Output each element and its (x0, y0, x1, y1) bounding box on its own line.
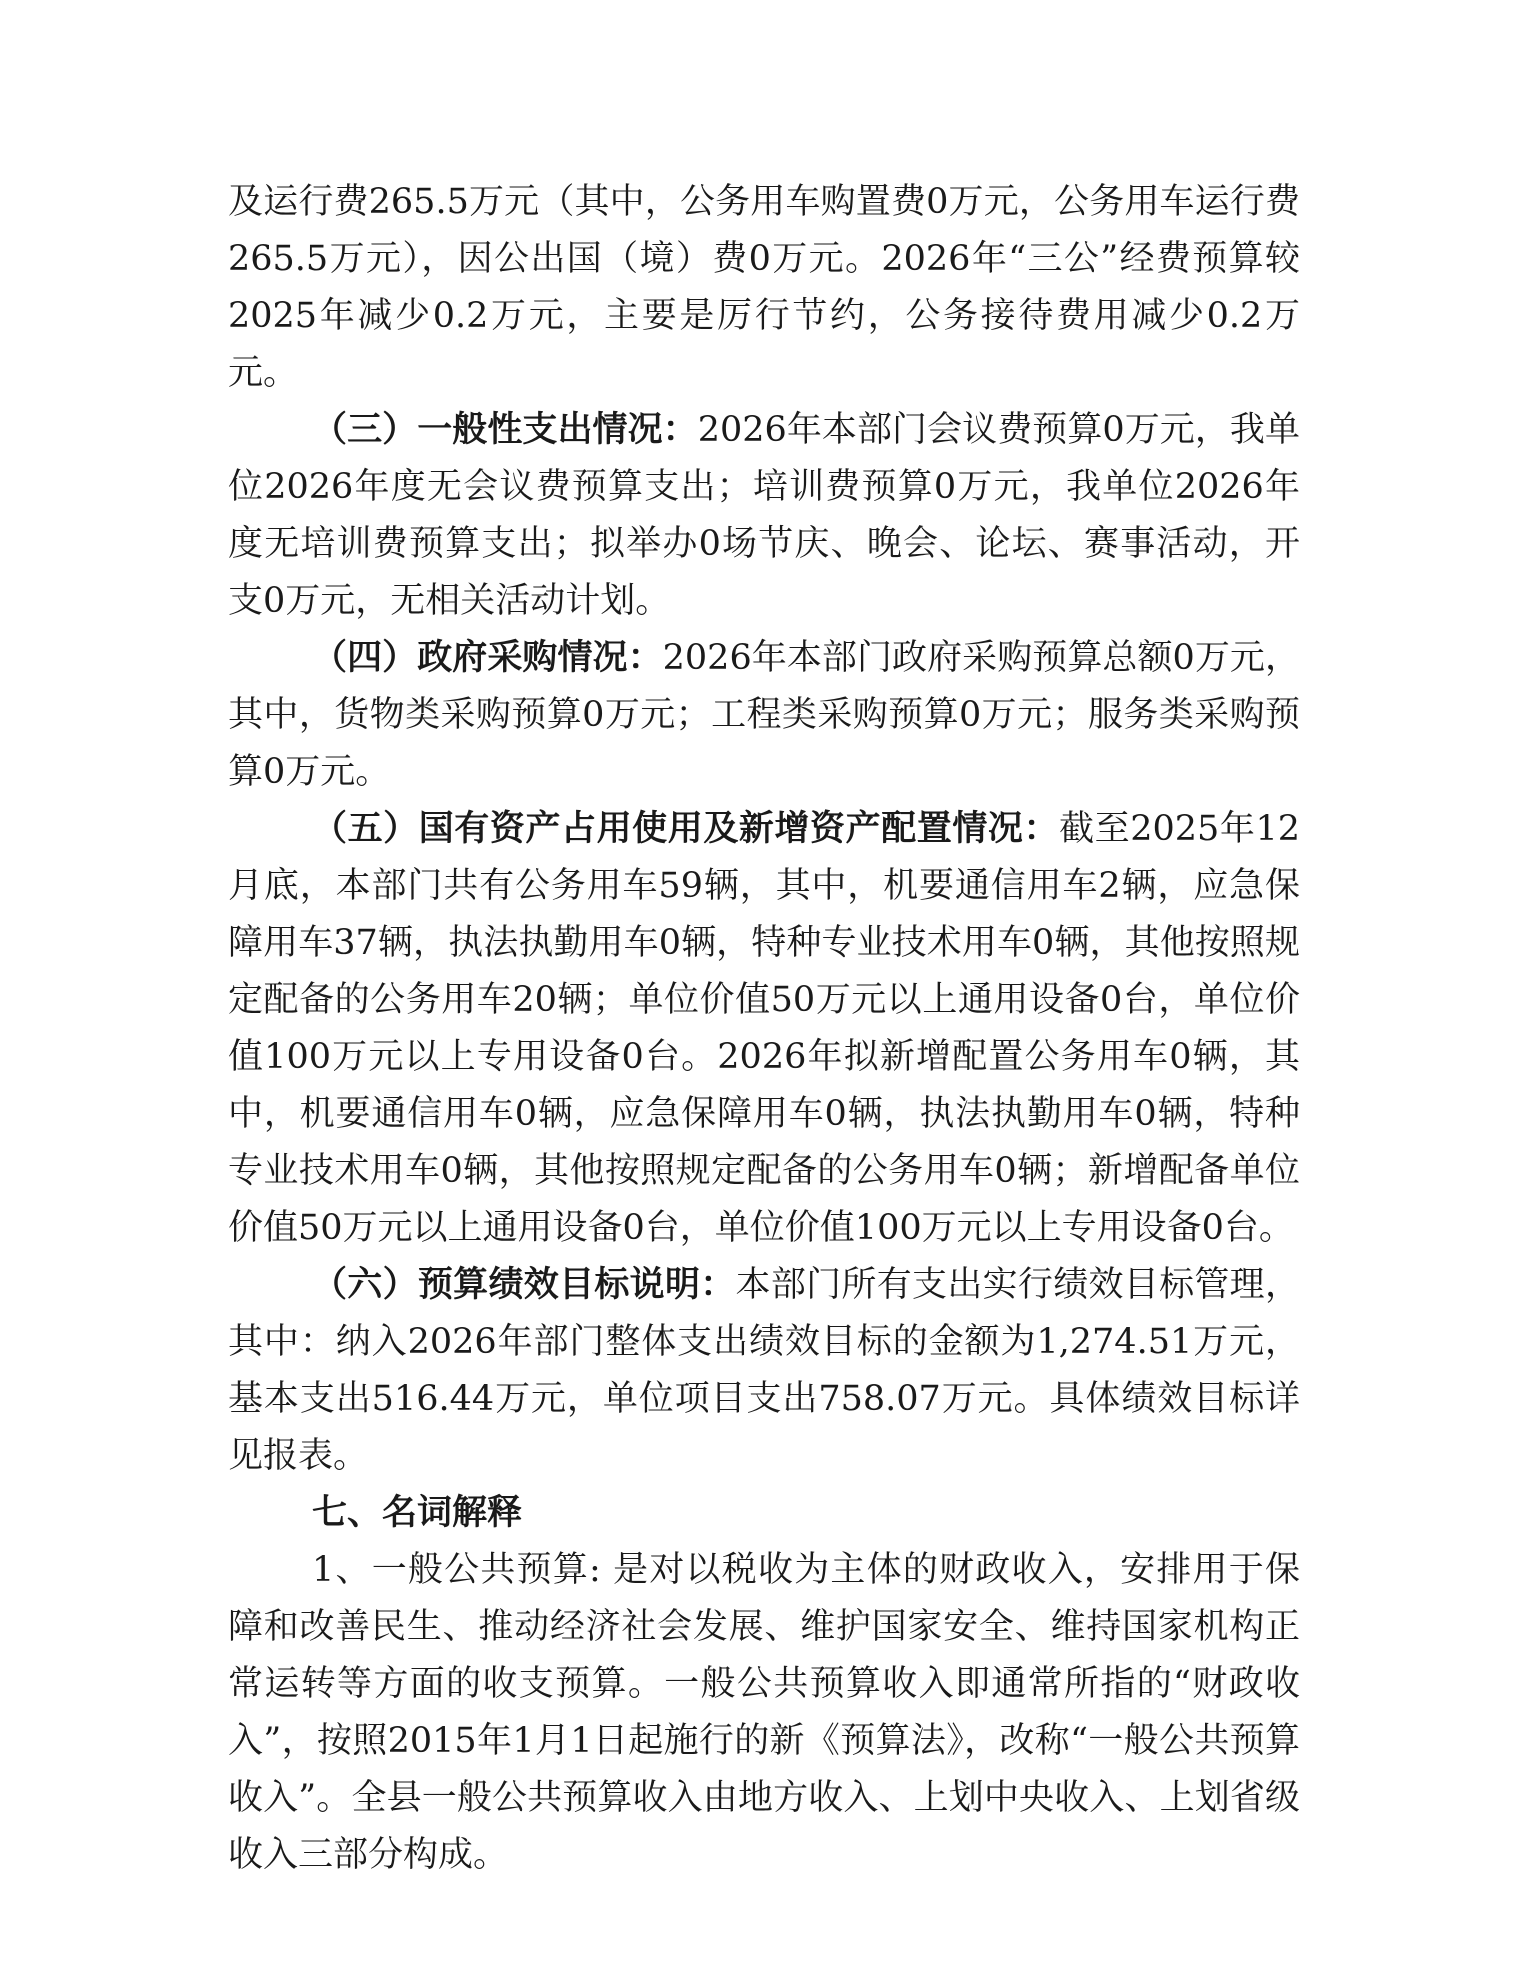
paragraph-heading: （六）预算绩效目标说明： (312, 1265, 736, 1305)
paragraph-general-public-budget (228, 1542, 1300, 1884)
paragraph-government-procurement (228, 630, 1300, 801)
paragraph-heading: （三）一般性支出情况： (312, 410, 698, 450)
paragraph-text: 截至2025年12月底，本部门共有公务用车59辆，其中，机要通信用车2辆，应急保障用车37辆，执法执勤用车0辆，特种专业技术用车0辆，其他按照规定配备的公务用车20辆；单位价值50万元以上通用设备0台，单位价值100万元以上专用设备0台。2026年拟新增配置公务用车0辆，其中，机要通信用车0辆，应急保障用车0辆，执法执勤用车0辆，特种专业技术用车0辆，其他按照规定配备的公务用车0辆；新增配备单位价值50万元以上通用设备0台，单位价值100万元以上专用设备0台。 (228, 809, 1300, 1248)
paragraph-text: 1、一般公共预算: 是对以税收为主体的财政收入，安排用于保障和改善民生、推动经济社会发展、维护国家安全、维持国家机构正常运转等方面的收支预算。一般公共预算收入即通常所指的“财政收入”，按照2015年1月1日起施行的新《预算法》，改称“一般公共预算收入”。全县一般公共预算收入由地方收入、上划中央收入、上划省级收入三部分构成。 (228, 1550, 1300, 1875)
section-title-glossary: 七、名词解释 (312, 1493, 523, 1533)
document-body (228, 174, 1300, 1884)
paragraph-text: 2026年本部门政府采购预算总额0万元，其中，货物类采购预算0万元；工程类采购预算0万元；服务类采购预算0万元。 (228, 638, 1300, 792)
paragraph-text: 本部门所有支出实行绩效目标管理，其中：纳入2026年部门整体支出绩效目标的金额为1,274.51万元，基本支出516.44万元，单位项目支出758.07万元。具体绩效目标详见报表。 (228, 1265, 1300, 1476)
paragraph-text: 及运行费265.5万元（其中，公务用车购置费0万元，公务用车运行费265.5万元），因公出国（境）费0万元。2026年“三公”经费预算较2025年减少0.2万元，主要是厉行节约，公务接待费用减少0.2万元。 (228, 182, 1300, 393)
paragraph-heading: （四）政府采购情况： (312, 638, 663, 678)
paragraph-performance-targets (228, 1257, 1300, 1485)
paragraph-text: 2026年本部门会议费预算0万元，我单位2026年度无会议费预算支出；培训费预算0万元，我单位2026年度无培训费预算支出；拟举办0场节庆、晚会、论坛、赛事活动，开支0万元，无相关活动计划。 (228, 410, 1300, 621)
paragraph-general-expenditure (228, 402, 1300, 630)
paragraph-heading: （五）国有资产占用使用及新增资产配置情况： (312, 809, 1060, 849)
paragraph-three-public-expenses (228, 174, 1300, 402)
paragraph-state-assets (228, 801, 1300, 1257)
